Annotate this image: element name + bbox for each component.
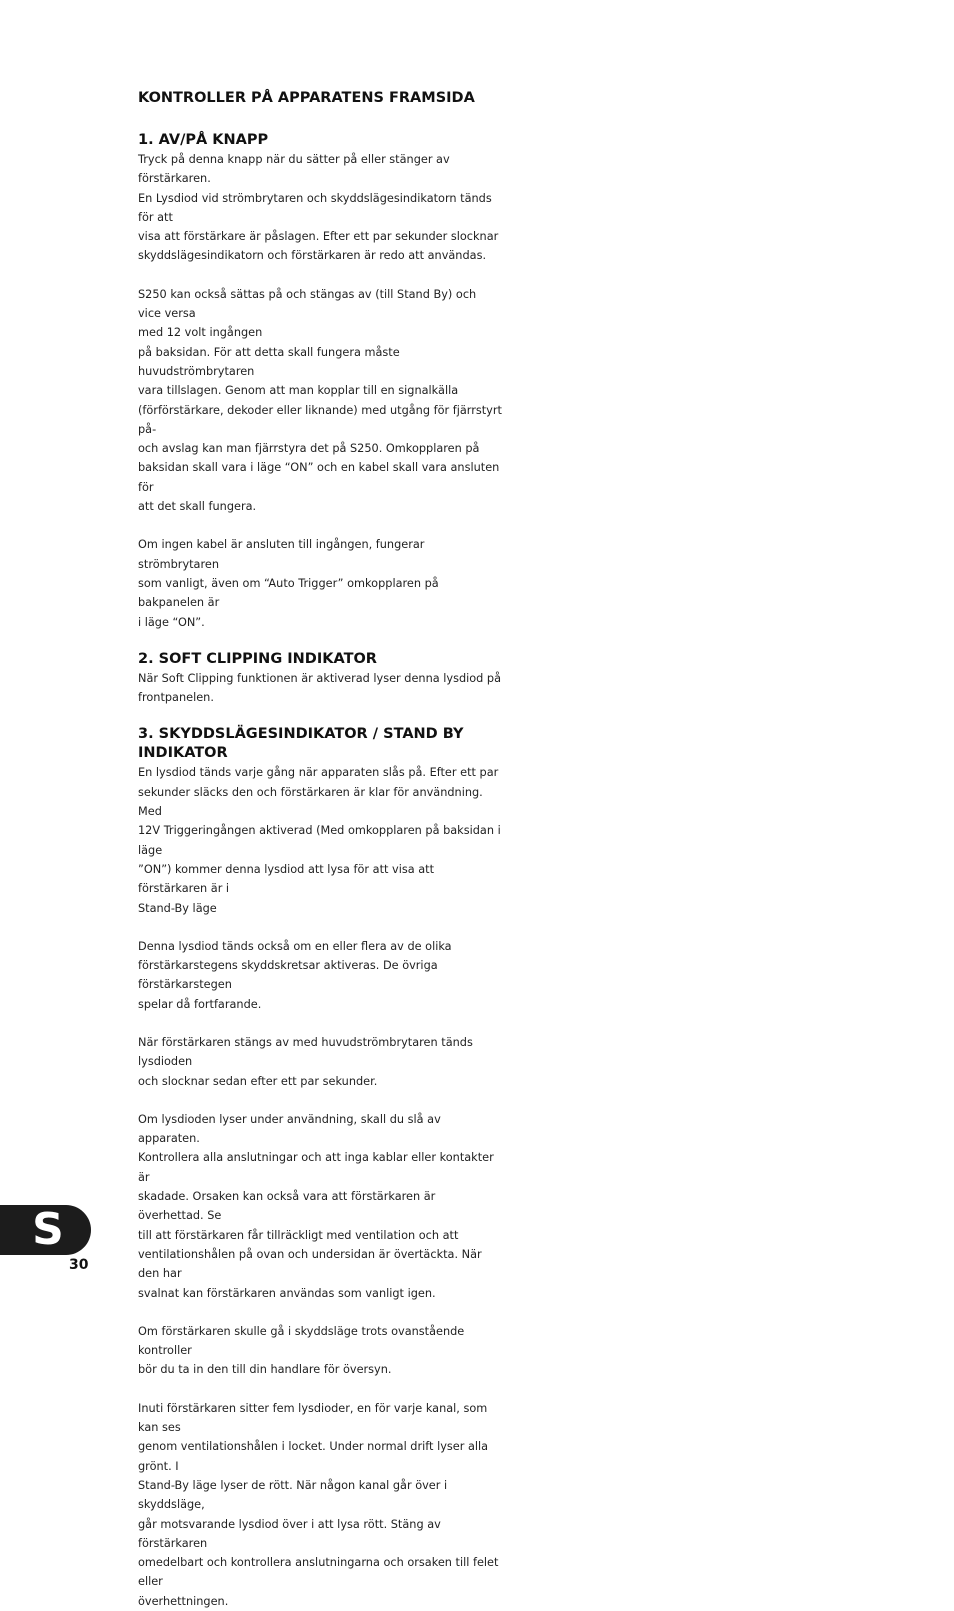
body-paragraph bbox=[138, 150, 502, 266]
paragraph-spacer bbox=[138, 1303, 502, 1322]
body-paragraph bbox=[138, 669, 502, 708]
body-paragraph bbox=[138, 535, 502, 631]
text-line: Denna lysdiod tänds också om en eller flera av de olika bbox=[138, 939, 452, 953]
text-line: Om lysdioden lyser under användning, skall du slå av apparaten. bbox=[138, 1112, 441, 1146]
text-line: genom ventilationshålen i locket. Under normal drift lyser alla grönt. I bbox=[138, 1440, 489, 1473]
paragraph-spacer bbox=[138, 516, 502, 535]
text-line: som vanligt, även om “Auto Trigger” omkopplaren på bakpanelen är bbox=[138, 576, 439, 610]
text-line: ”ON”) kommer denna lysdiod att lysa för att visa att förstärkaren är i bbox=[138, 862, 435, 896]
paragraph-spacer bbox=[138, 266, 502, 285]
paragraph-spacer bbox=[138, 1380, 502, 1399]
text-line: Kontrollera alla anslutningar och att inga kablar eller kontakter är bbox=[138, 1151, 494, 1184]
text-line: visa att förstärkare är påslagen. Efter ett par sekunder slocknar bbox=[138, 230, 499, 244]
text-line: skyddslägesindikatorn och förstärkaren är redo att användas. bbox=[138, 249, 487, 263]
text-line: baksidan skall vara i läge “ON” och en kabel skall vara ansluten för bbox=[138, 461, 500, 494]
text-line: frontpanelen. bbox=[138, 691, 214, 705]
body-paragraph bbox=[138, 1033, 502, 1091]
section-heading-line: INDIKATOR bbox=[138, 745, 228, 762]
paragraph-spacer bbox=[138, 1091, 502, 1110]
text-line: (förförstärkare, dekoder eller liknande) med utgång för fjärrstyrt på- bbox=[138, 403, 502, 436]
text-line: till att förstärkaren får tillräckligt med ventilation och att bbox=[138, 1228, 459, 1242]
text-line: sekunder släcks den och förstärkaren är klar för användning. Med bbox=[138, 785, 483, 819]
text-line: spelar då fortfarande. bbox=[138, 997, 262, 1011]
language-tab-letter: S bbox=[32, 1204, 64, 1255]
section-heading bbox=[138, 725, 502, 763]
text-line: Stand-By läge bbox=[138, 901, 217, 915]
text-line: och slocknar sedan efter ett par sekunder. bbox=[138, 1074, 378, 1088]
text-line: Om förstärkaren skulle gå i skyddsläge trots ovanstående kontroller bbox=[138, 1324, 465, 1358]
body-paragraph bbox=[138, 1110, 502, 1303]
text-line: skadade. Orsaken kan också vara att förstärkaren är överhettad. Se bbox=[138, 1190, 436, 1223]
section-heading-line: 1. AV/PÅ KNAPP bbox=[138, 132, 269, 148]
text-line: förstärkarstegens skyddskretsar aktiveras. De övriga förstärkarstegen bbox=[138, 959, 438, 992]
text-line: Om ingen kabel är ansluten till ingången, fungerar strömbrytaren bbox=[138, 538, 425, 571]
language-tab bbox=[0, 1205, 91, 1255]
text-line: En Lysdiod vid strömbrytaren och skyddslägesindikatorn tänds för att bbox=[138, 191, 492, 224]
section-heading-line: 3. SKYDDSLÄGESINDIKATOR / STAND BY bbox=[138, 726, 464, 743]
text-line: 12V Triggeringången aktiverad (Med omkopplaren på baksidan i läge bbox=[138, 824, 501, 857]
text-line: och avslag kan man fjärrstyra det på S250. Omkopplaren på bbox=[138, 442, 480, 456]
text-line: När förstärkaren stängs av med huvudströmbrytaren tänds lysdioden bbox=[138, 1035, 473, 1069]
section-heading bbox=[138, 650, 502, 669]
body-paragraph bbox=[138, 763, 502, 917]
body-paragraph bbox=[138, 1399, 502, 1611]
section-heading bbox=[138, 131, 502, 150]
text-line: Stand-By läge lyser de rött. När någon kanal går över i skyddsläge, bbox=[138, 1478, 448, 1512]
text-line: bör du ta in den till din handlare för översyn. bbox=[138, 1363, 392, 1377]
page-title: KONTROLLER PÅ APPARATENS FRAMSIDA bbox=[138, 90, 475, 106]
text-line: omedelbart och kontrollera anslutningarna och orsaken till felet eller bbox=[138, 1556, 499, 1589]
text-line: När Soft Clipping funktionen är aktiverad lyser denna lysdiod på bbox=[138, 671, 502, 685]
text-line: på baksidan. För att detta skall fungera måste huvudströmbrytaren bbox=[138, 345, 400, 378]
text-line: att det skall fungera. bbox=[138, 500, 257, 514]
main-column bbox=[138, 88, 502, 1611]
sections-container bbox=[138, 131, 502, 1611]
text-line: i läge “ON”. bbox=[138, 615, 205, 629]
text-line: En lysdiod tänds varje gång när apparaten slås på. Efter ett par bbox=[138, 766, 499, 780]
text-line: överhettningen. bbox=[138, 1594, 229, 1608]
paragraph-spacer bbox=[138, 1014, 502, 1033]
body-paragraph bbox=[138, 937, 502, 1014]
text-line: ventilationshålen på ovan och undersidan är övertäckta. När den har bbox=[138, 1247, 482, 1281]
text-line: Inuti förstärkaren sitter fem lysdioder, en för varje kanal, som kan ses bbox=[138, 1401, 488, 1435]
text-line: S250 kan också sättas på och stängas av (till Stand By) och vice versa bbox=[138, 287, 477, 321]
text-line: går motsvarande lysdiod över i att lysa rött. Stäng av förstärkaren bbox=[138, 1517, 441, 1550]
body-paragraph bbox=[138, 285, 502, 517]
text-line: Tryck på denna knapp när du sätter på eller stänger av förstärkaren. bbox=[138, 153, 450, 186]
section-spacer bbox=[138, 707, 502, 725]
text-line: vara tillslagen. Genom att man kopplar till en signalkälla bbox=[138, 384, 459, 398]
section-spacer bbox=[138, 632, 502, 650]
text-line: svalnat kan förstärkaren användas som vanligt igen. bbox=[138, 1286, 436, 1300]
section-heading-line: 2. SOFT CLIPPING INDIKATOR bbox=[138, 650, 377, 667]
page-number: 30 bbox=[69, 1257, 89, 1273]
text-line: med 12 volt ingången bbox=[138, 326, 263, 340]
paragraph-spacer bbox=[138, 918, 502, 937]
